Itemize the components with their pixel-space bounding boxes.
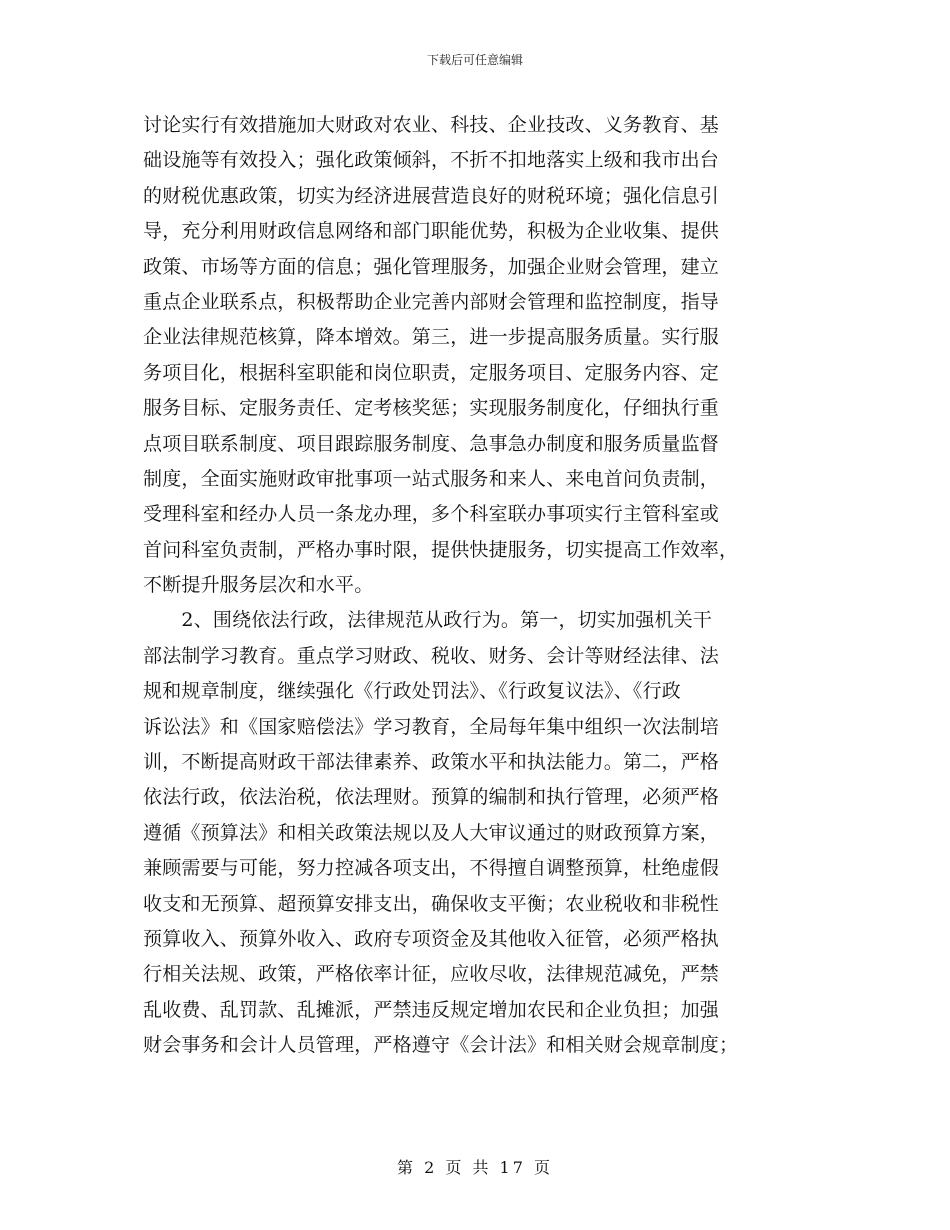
page-number-footer: 第 2 页 共 17 页	[397, 1158, 553, 1177]
text-line: 制度，全面实施财政审批事项一站式服务和来人、来电首问负责制，	[143, 467, 720, 490]
text-line: 重点企业联系点，积极帮助企业完善内部财会管理和监控制度，指导	[143, 290, 720, 313]
text-line: 务项目化，根据科室职能和岗位职责，定服务项目、定服务内容、定	[143, 361, 720, 384]
text-line: 收支和无预算、超预算安排支出，确保收支平衡；农业税收和非税性	[143, 892, 720, 915]
text-line: 诉讼法》和《国家赔偿法》学习教育，全局每年集中组织一次法制培	[143, 715, 720, 738]
text-line: 行相关法规、政策，严格依率计征，应收尽收，法律规范减免，严禁	[143, 963, 720, 986]
text-line: 点项目联系制度、项目跟踪服务制度、急事急办制度和服务质量监督	[143, 432, 720, 455]
paragraph-start-line: 2、围绕依法行政，法律规范从政行为。第一，切实加强机关干	[143, 609, 713, 632]
text-line: 政策、市场等方面的信息；强化管理服务，加强企业财会管理，建立	[143, 255, 720, 278]
text-line: 服务目标、定服务责任、定考核奖惩；实现服务制度化，仔细执行重	[143, 397, 720, 420]
text-line: 财会事务和会计人员管理，严格遵守《会计法》和相关财会规章制度；	[143, 1034, 739, 1057]
text-line: 训，不断提高财政干部法律素养、政策水平和执法能力。第二，严格	[143, 751, 720, 774]
text-line: 的财税优惠政策，切实为经济进展营造良好的财税环境；强化信息引	[143, 184, 720, 207]
text-line: 受理科室和经办人员一条龙办理，多个科室联办事项实行主管科室或	[143, 503, 720, 526]
text-line: 乱收费、乱罚款、乱摊派，严禁违反规定增加农民和企业负担；加强	[143, 998, 720, 1021]
text-line: 础设施等有效投入；强化政策倾斜，不折不扣地落实上级和我市出台	[143, 149, 720, 172]
text-line: 导，充分利用财政信息网络和部门职能优势，积极为企业收集、提供	[143, 220, 720, 243]
text-line: 讨论实行有效措施加大财政对农业、科技、企业技改、义务教育、基	[143, 114, 720, 136]
text-line: 预算收入、预算外收入、政府专项资金及其他收入征管，必须严格执	[143, 927, 720, 950]
text-line: 规和规章制度，继续强化《行政处罚法》、《行政复议法》、《行政	[143, 680, 682, 703]
text-line: 不断提升服务层次和水平。	[143, 574, 374, 597]
document-body	[143, 108, 808, 1064]
text-line: 依法行政，依法治税，依法理财。预算的编制和执行管理，必须严格	[143, 786, 720, 809]
text-line: 遵循《预算法》和相关政策法规以及人大审议通过的财政预算方案，	[143, 821, 720, 844]
page-header: 下载后可任意编辑	[426, 53, 523, 67]
text-line: 部法制学习教育。重点学习财政、税收、财务、会计等财经法律、法	[143, 644, 720, 667]
text-line: 首问科室负责制，严格办事时限，提供快捷服务，切实提高工作效率，	[143, 538, 739, 561]
text-line: 企业法律规范核算，降本增效。第三，进一步提高服务质量。实行服	[143, 326, 720, 349]
text-line: 兼顾需要与可能，努力控减各项支出，不得擅自调整预算，杜绝虚假	[143, 857, 720, 880]
